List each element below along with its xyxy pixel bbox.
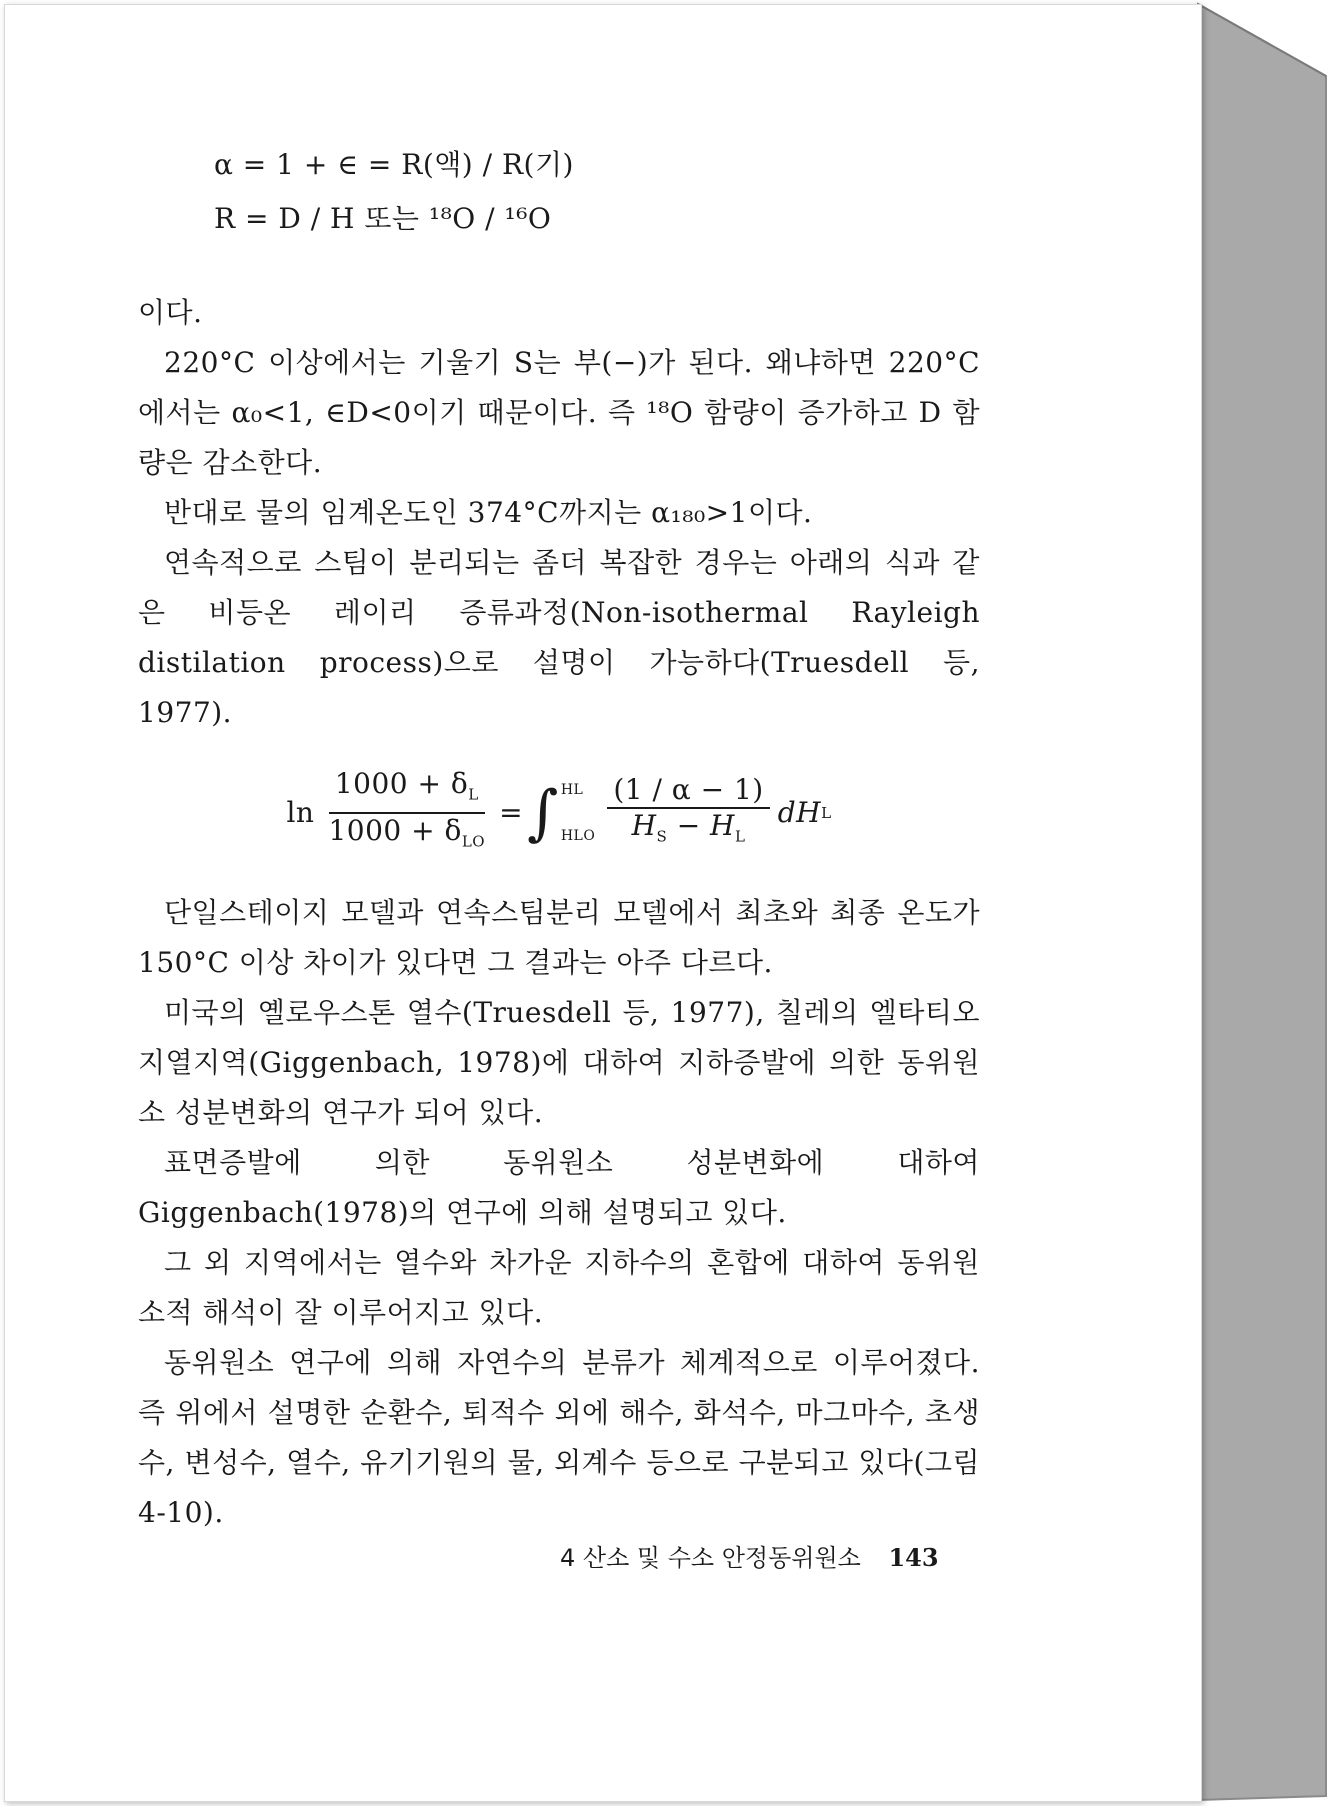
paragraph-4: 연속적으로 스팀이 분리되는 좀더 복잡한 경우는 아래의 식과 같은 비등온 레이리 증류과정(Non-isothermal Rayleigh distilation process)으로 설명이 가능하다(Truesdell 등, 1977). bbox=[138, 546, 980, 729]
integral-limits bbox=[561, 783, 595, 843]
paragraph-7: 표면증발에 의한 동위원소 성분변화에 대하여 Giggenbach(1978)의 연구에 의해 설명되고 있다. bbox=[138, 1146, 980, 1229]
eq-num-left-sub: L bbox=[468, 786, 479, 804]
paragraph-6: 미국의 옐로우스톤 열수(Truesdell 등, 1977), 칠레의 엘타티오 지열지역(Giggenbach, 1978)에 대하여 지하증발에 의한 동위원소 성분변화의 연구가 되어 있다. bbox=[138, 996, 980, 1129]
eq-equals: = bbox=[499, 796, 524, 829]
eq-diff-sub: L bbox=[821, 804, 832, 822]
eq-den-l: L bbox=[734, 827, 746, 846]
page-number: 143 bbox=[888, 1543, 939, 1572]
eq-num-right: (1 / α − 1) bbox=[607, 773, 769, 809]
page-footer bbox=[560, 1538, 939, 1573]
integral-icon: ∫ bbox=[527, 778, 559, 848]
paragraph-3: 반대로 물의 임계온도인 374°C까지는 α₁₈₀>1이다. bbox=[164, 496, 813, 529]
eq-den-s: S bbox=[656, 827, 668, 846]
eq-den-h: H bbox=[631, 808, 657, 842]
page-content bbox=[138, 140, 980, 1538]
paragraph-9: 동위원소 연구에 의해 자연수의 분류가 체계적으로 이루어졌다. 즉 위에서 설명한 순환수, 퇴적수 외에 해수, 화석수, 마그마수, 초생수, 변성수, 열수, 유기기원의 물, 외계수 등으로 구분되고 있다(그림 4-10). bbox=[138, 1346, 980, 1529]
eq-diff: dH bbox=[777, 796, 822, 829]
eq-num-left: 1000 + δ bbox=[334, 767, 469, 801]
formula-block bbox=[138, 140, 980, 248]
footer-chapter: 4 산소 및 수소 안정동위원소 bbox=[560, 1544, 861, 1572]
paragraph-1: 이다. bbox=[138, 296, 203, 329]
paragraph-5: 단일스테이지 모델과 연속스팀분리 모델에서 최초와 최종 온도가 150°C 이상 차이가 있다면 그 결과는 아주 다르다. bbox=[138, 896, 980, 979]
rayleigh-equation bbox=[138, 758, 980, 868]
formula-line-2: R = D / H 또는 ¹⁸O / ¹⁶O bbox=[214, 202, 552, 235]
paragraph-8: 그 외 지역에서는 열수와 차가운 지하수의 혼합에 대하여 동위원소적 해석이 잘 이루어지고 있다. bbox=[138, 1246, 980, 1329]
int-lower: HLO bbox=[560, 828, 596, 844]
formula-line-1: α = 1 + ∈ = R(액) / R(기) bbox=[214, 148, 574, 181]
eq-right-fraction bbox=[607, 773, 769, 854]
eq-den-left: 1000 + δ bbox=[328, 814, 462, 847]
eq-den-left-sub: LO bbox=[461, 832, 486, 851]
eq-ln: ln bbox=[286, 796, 315, 829]
eq-left-fraction bbox=[322, 767, 491, 858]
int-upper: HL bbox=[560, 782, 584, 798]
paragraph-2: 220°C 이상에서는 기울기 S는 부(−)가 된다. 왜냐하면 220°C에서는 α₀<1, ∈D<0이기 때문이다. 즉 ¹⁸O 함량이 증가하고 D 함량은 감소한다. bbox=[138, 346, 980, 479]
eq-den-mid: − H bbox=[667, 808, 735, 842]
